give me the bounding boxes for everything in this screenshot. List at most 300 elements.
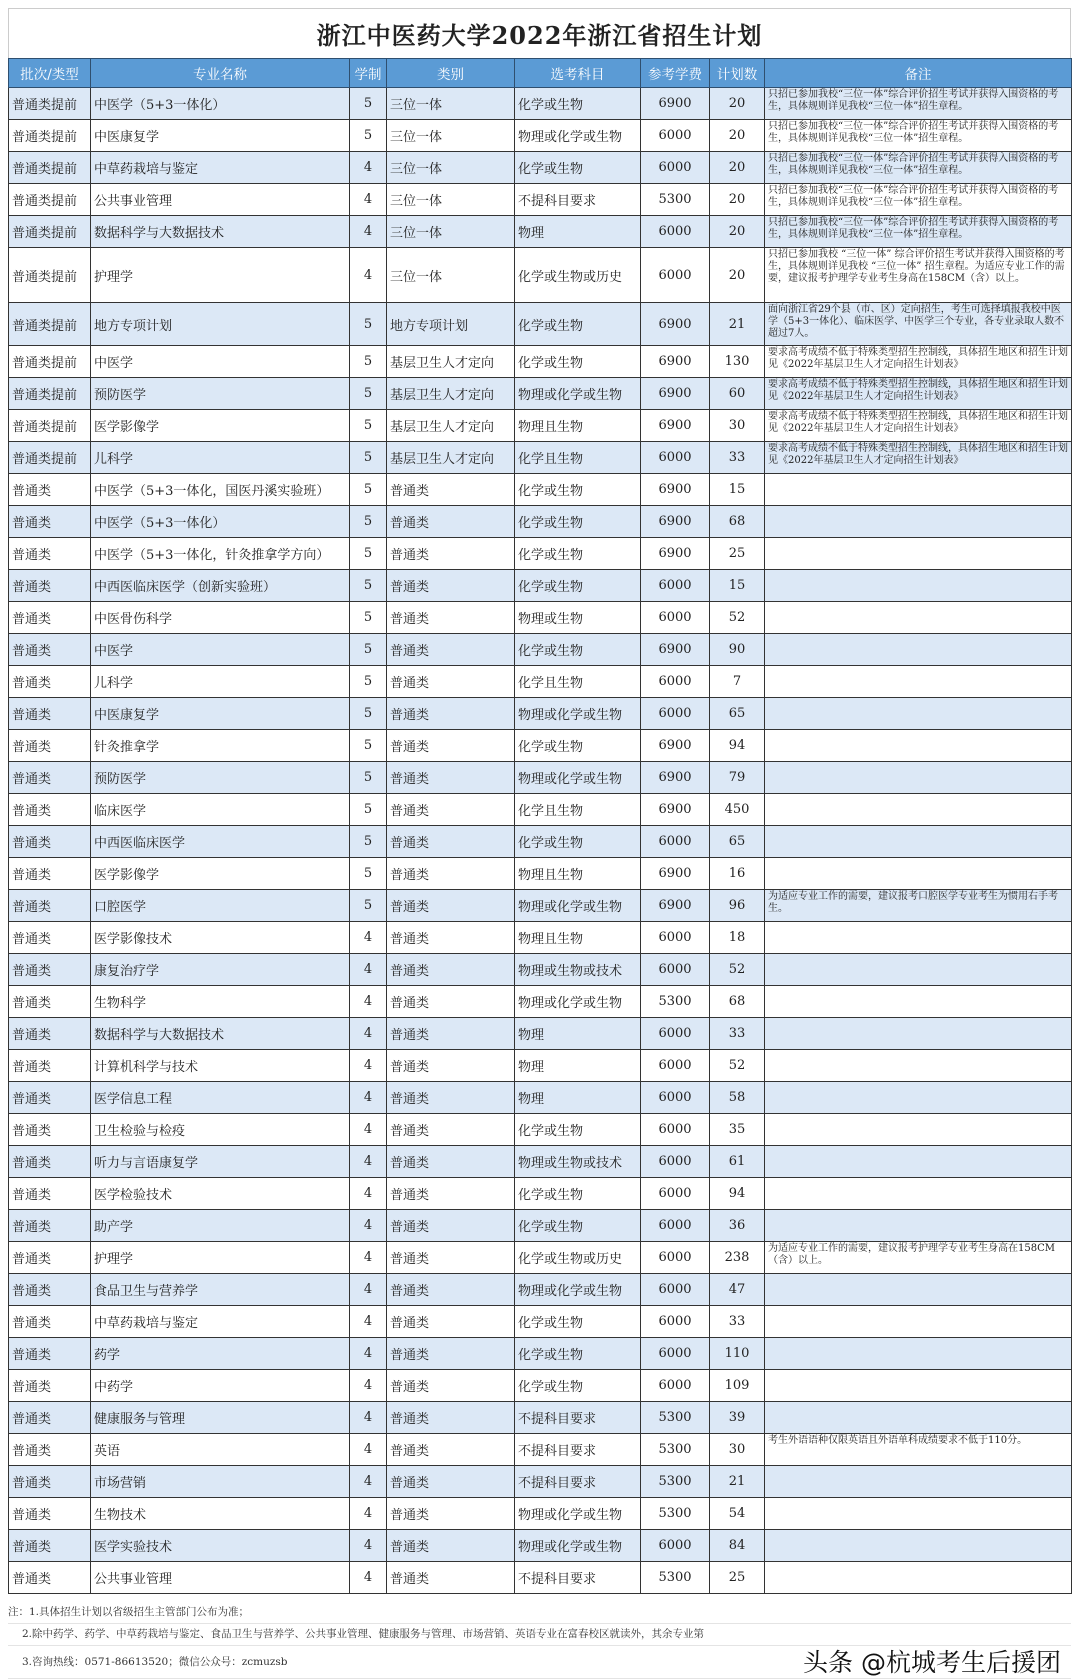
cell-years: 5 xyxy=(350,120,387,152)
cell-major: 口腔医学 xyxy=(91,890,350,922)
cell-quota: 68 xyxy=(710,506,765,538)
cell-category: 普通类 xyxy=(387,1274,515,1306)
cell-major: 中药学 xyxy=(91,1370,350,1402)
cell-quota: 94 xyxy=(710,730,765,762)
cell-major: 计算机科学与技术 xyxy=(91,1050,350,1082)
cell-category: 三位一体 xyxy=(387,248,515,303)
cell-major: 医学实验技术 xyxy=(91,1530,350,1562)
cell-tuition: 6900 xyxy=(641,88,710,120)
cell-quota: 21 xyxy=(710,1466,765,1498)
cell-batch: 普通类 xyxy=(9,1530,91,1562)
cell-quota: 30 xyxy=(710,410,765,442)
cell-batch: 普通类提前 xyxy=(9,303,91,346)
footnote-1: 注：1.具体招生计划以省级招生主管部门公布为准； xyxy=(8,1602,1071,1624)
table-row xyxy=(9,1338,1072,1370)
cell-tuition: 6000 xyxy=(641,1146,710,1178)
cell-tuition: 6900 xyxy=(641,762,710,794)
cell-subjects: 物理或化学或生物 xyxy=(515,120,641,152)
cell-tuition: 5300 xyxy=(641,986,710,1018)
cell-major: 预防医学 xyxy=(91,762,350,794)
cell-tuition: 6000 xyxy=(641,1274,710,1306)
cell-years: 5 xyxy=(350,602,387,634)
cell-years: 4 xyxy=(350,1498,387,1530)
table-row xyxy=(9,1370,1072,1402)
cell-category: 地方专项计划 xyxy=(387,303,515,346)
cell-category: 普通类 xyxy=(387,570,515,602)
footnote-3-line xyxy=(8,1646,1071,1679)
table-row xyxy=(9,1018,1072,1050)
cell-subjects: 物理 xyxy=(515,1082,641,1114)
cell-remarks xyxy=(765,1530,1072,1562)
column-header-quota: 计划数 xyxy=(710,59,765,88)
cell-remarks: 为适应专业工作的需要，建议报考口腔医学专业考生为惯用右手考生。 xyxy=(765,890,1072,922)
cell-batch: 普通类 xyxy=(9,634,91,666)
cell-subjects: 化学或生物 xyxy=(515,506,641,538)
table-row xyxy=(9,1114,1072,1146)
cell-batch: 普通类 xyxy=(9,954,91,986)
cell-subjects: 物理或化学或生物 xyxy=(515,1274,641,1306)
cell-subjects: 物理或化学或生物 xyxy=(515,986,641,1018)
cell-remarks xyxy=(765,1146,1072,1178)
cell-batch: 普通类 xyxy=(9,922,91,954)
table-row xyxy=(9,730,1072,762)
cell-subjects: 物理或化学或生物 xyxy=(515,378,641,410)
cell-major: 医学检验技术 xyxy=(91,1178,350,1210)
cell-years: 5 xyxy=(350,442,387,474)
cell-batch: 普通类 xyxy=(9,762,91,794)
cell-subjects: 物理或生物或技术 xyxy=(515,954,641,986)
cell-major: 中医学（5+3一体化） xyxy=(91,506,350,538)
cell-tuition: 6000 xyxy=(641,666,710,698)
cell-batch: 普通类 xyxy=(9,1402,91,1434)
cell-batch: 普通类 xyxy=(9,1466,91,1498)
cell-remarks xyxy=(765,634,1072,666)
cell-batch: 普通类 xyxy=(9,1562,91,1594)
table-row xyxy=(9,826,1072,858)
cell-remarks xyxy=(765,730,1072,762)
table-row xyxy=(9,1402,1072,1434)
cell-remarks xyxy=(765,698,1072,730)
cell-subjects: 物理或化学或生物 xyxy=(515,698,641,730)
cell-subjects: 化学或生物 xyxy=(515,538,641,570)
cell-major: 中医学 xyxy=(91,634,350,666)
cell-tuition: 6000 xyxy=(641,1082,710,1114)
cell-batch: 普通类 xyxy=(9,1434,91,1466)
footnote-2: 2.除中药学、药学、中草药栽培与鉴定、食品卫生与营养学、公共事业管理、健康服务与管理、市场营销、英语专业在富春校区就读外，其余专业第 xyxy=(8,1624,1071,1646)
table-row xyxy=(9,1082,1072,1114)
cell-major: 英语 xyxy=(91,1434,350,1466)
cell-batch: 普通类 xyxy=(9,1018,91,1050)
cell-subjects: 化学且生物 xyxy=(515,666,641,698)
cell-quota: 36 xyxy=(710,1210,765,1242)
table-row xyxy=(9,1242,1072,1274)
table-row xyxy=(9,120,1072,152)
cell-major: 中医骨伤科学 xyxy=(91,602,350,634)
cell-batch: 普通类提前 xyxy=(9,184,91,216)
cell-subjects: 物理或化学或生物 xyxy=(515,1530,641,1562)
cell-subjects: 化学或生物 xyxy=(515,346,641,378)
cell-years: 5 xyxy=(350,634,387,666)
cell-years: 5 xyxy=(350,506,387,538)
cell-subjects: 物理或化学或生物 xyxy=(515,1498,641,1530)
cell-batch: 普通类 xyxy=(9,538,91,570)
cell-years: 4 xyxy=(350,1082,387,1114)
cell-tuition: 5300 xyxy=(641,1562,710,1594)
table-row xyxy=(9,1498,1072,1530)
cell-quota: 30 xyxy=(710,1434,765,1466)
table-row xyxy=(9,570,1072,602)
cell-category: 普通类 xyxy=(387,890,515,922)
cell-quota: 52 xyxy=(710,602,765,634)
cell-batch: 普通类 xyxy=(9,826,91,858)
cell-quota: 25 xyxy=(710,538,765,570)
cell-category: 普通类 xyxy=(387,538,515,570)
cell-years: 5 xyxy=(350,762,387,794)
cell-subjects: 化学或生物 xyxy=(515,88,641,120)
cell-tuition: 6900 xyxy=(641,474,710,506)
cell-batch: 普通类 xyxy=(9,1210,91,1242)
cell-quota: 15 xyxy=(710,570,765,602)
table-row xyxy=(9,1146,1072,1178)
cell-remarks: 只招已参加我校“三位一体”综合评价招生考试并获得入围资格的考生，具体规则详见我校“三位一体”招生章程。 xyxy=(765,88,1072,120)
cell-subjects: 不提科目要求 xyxy=(515,1562,641,1594)
cell-years: 5 xyxy=(350,570,387,602)
table-row xyxy=(9,303,1072,346)
cell-remarks xyxy=(765,858,1072,890)
cell-quota: 33 xyxy=(710,1306,765,1338)
cell-major: 助产学 xyxy=(91,1210,350,1242)
cell-category: 普通类 xyxy=(387,1370,515,1402)
cell-years: 4 xyxy=(350,1338,387,1370)
cell-years: 4 xyxy=(350,1306,387,1338)
cell-remarks xyxy=(765,602,1072,634)
cell-major: 健康服务与管理 xyxy=(91,1402,350,1434)
cell-major: 儿科学 xyxy=(91,666,350,698)
cell-remarks xyxy=(765,1082,1072,1114)
cell-remarks xyxy=(765,1178,1072,1210)
cell-remarks: 为适应专业工作的需要，建议报考护理学专业考生身高在158CM（含）以上。 xyxy=(765,1242,1072,1274)
cell-tuition: 6000 xyxy=(641,120,710,152)
cell-years: 4 xyxy=(350,152,387,184)
table-row xyxy=(9,922,1072,954)
cell-quota: 18 xyxy=(710,922,765,954)
cell-batch: 普通类 xyxy=(9,1146,91,1178)
table-row xyxy=(9,152,1072,184)
table-row xyxy=(9,1562,1072,1594)
cell-batch: 普通类 xyxy=(9,666,91,698)
cell-subjects: 物理且生物 xyxy=(515,410,641,442)
cell-quota: 58 xyxy=(710,1082,765,1114)
cell-major: 听力与言语康复学 xyxy=(91,1146,350,1178)
cell-years: 4 xyxy=(350,1530,387,1562)
cell-category: 普通类 xyxy=(387,794,515,826)
cell-category: 普通类 xyxy=(387,1562,515,1594)
cell-subjects: 物理 xyxy=(515,1018,641,1050)
cell-tuition: 6000 xyxy=(641,1338,710,1370)
cell-tuition: 6900 xyxy=(641,346,710,378)
table-row xyxy=(9,666,1072,698)
cell-category: 普通类 xyxy=(387,1146,515,1178)
cell-subjects: 物理或化学或生物 xyxy=(515,762,641,794)
cell-quota: 65 xyxy=(710,698,765,730)
cell-batch: 普通类 xyxy=(9,1082,91,1114)
cell-tuition: 6000 xyxy=(641,1530,710,1562)
cell-tuition: 6900 xyxy=(641,794,710,826)
cell-quota: 68 xyxy=(710,986,765,1018)
cell-years: 5 xyxy=(350,88,387,120)
cell-batch: 普通类 xyxy=(9,570,91,602)
cell-years: 5 xyxy=(350,858,387,890)
cell-quota: 96 xyxy=(710,890,765,922)
cell-quota: 25 xyxy=(710,1562,765,1594)
cell-subjects: 物理 xyxy=(515,1050,641,1082)
cell-quota: 39 xyxy=(710,1402,765,1434)
table-row xyxy=(9,954,1072,986)
cell-years: 5 xyxy=(350,378,387,410)
cell-subjects: 化学或生物 xyxy=(515,1338,641,1370)
cell-major: 地方专项计划 xyxy=(91,303,350,346)
cell-years: 4 xyxy=(350,1562,387,1594)
cell-remarks xyxy=(765,1466,1072,1498)
cell-remarks xyxy=(765,1018,1072,1050)
cell-subjects: 不提科目要求 xyxy=(515,184,641,216)
cell-category: 普通类 xyxy=(387,986,515,1018)
cell-major: 儿科学 xyxy=(91,442,350,474)
cell-tuition: 5300 xyxy=(641,1466,710,1498)
cell-years: 5 xyxy=(350,410,387,442)
cell-category: 普通类 xyxy=(387,1210,515,1242)
table-row xyxy=(9,378,1072,410)
cell-major: 中草药栽培与鉴定 xyxy=(91,1306,350,1338)
column-header-years: 学制 xyxy=(350,59,387,88)
cell-quota: 109 xyxy=(710,1370,765,1402)
column-header-remarks: 备注 xyxy=(765,59,1072,88)
cell-subjects: 物理或生物 xyxy=(515,602,641,634)
page-title: 浙江中医药大学2022年浙江省招生计划 xyxy=(8,8,1071,58)
cell-batch: 普通类 xyxy=(9,1114,91,1146)
cell-years: 4 xyxy=(350,1178,387,1210)
cell-batch: 普通类 xyxy=(9,1306,91,1338)
cell-major: 生物技术 xyxy=(91,1498,350,1530)
cell-quota: 20 xyxy=(710,184,765,216)
cell-category: 普通类 xyxy=(387,474,515,506)
cell-tuition: 6900 xyxy=(641,890,710,922)
cell-quota: 35 xyxy=(710,1114,765,1146)
cell-years: 5 xyxy=(350,538,387,570)
cell-quota: 20 xyxy=(710,248,765,303)
cell-major: 中医学（5+3一体化，国医丹溪实验班） xyxy=(91,474,350,506)
cell-years: 5 xyxy=(350,303,387,346)
cell-category: 普通类 xyxy=(387,698,515,730)
cell-subjects: 不提科目要求 xyxy=(515,1402,641,1434)
table-row xyxy=(9,216,1072,248)
cell-category: 三位一体 xyxy=(387,184,515,216)
cell-quota: 20 xyxy=(710,152,765,184)
table-row xyxy=(9,88,1072,120)
cell-subjects: 物理 xyxy=(515,216,641,248)
cell-category: 普通类 xyxy=(387,666,515,698)
cell-tuition: 6900 xyxy=(641,303,710,346)
cell-tuition: 6000 xyxy=(641,954,710,986)
cell-years: 5 xyxy=(350,698,387,730)
cell-major: 医学信息工程 xyxy=(91,1082,350,1114)
cell-tuition: 6900 xyxy=(641,730,710,762)
cell-remarks: 要求高考成绩不低于特殊类型招生控制线，具体招生地区和招生计划见《2022年基层卫生人才定向招生计划表》 xyxy=(765,346,1072,378)
cell-tuition: 5300 xyxy=(641,1498,710,1530)
cell-subjects: 化学或生物 xyxy=(515,570,641,602)
cell-remarks xyxy=(765,538,1072,570)
table-row xyxy=(9,1274,1072,1306)
cell-tuition: 6000 xyxy=(641,1114,710,1146)
cell-major: 中西医临床医学（创新实验班） xyxy=(91,570,350,602)
cell-tuition: 6000 xyxy=(641,248,710,303)
table-row xyxy=(9,762,1072,794)
cell-batch: 普通类提前 xyxy=(9,216,91,248)
cell-category: 普通类 xyxy=(387,1466,515,1498)
cell-major: 中医学（5+3一体化） xyxy=(91,88,350,120)
cell-tuition: 6000 xyxy=(641,570,710,602)
table-row xyxy=(9,1050,1072,1082)
cell-years: 5 xyxy=(350,474,387,506)
cell-subjects: 化学或生物 xyxy=(515,1114,641,1146)
cell-quota: 33 xyxy=(710,1018,765,1050)
cell-subjects: 物理或化学或生物 xyxy=(515,890,641,922)
cell-years: 4 xyxy=(350,954,387,986)
cell-tuition: 6900 xyxy=(641,506,710,538)
column-header-subjects: 选考科目 xyxy=(515,59,641,88)
cell-remarks xyxy=(765,986,1072,1018)
cell-subjects: 不提科目要求 xyxy=(515,1466,641,1498)
cell-subjects: 化学或生物 xyxy=(515,730,641,762)
cell-subjects: 化学或生物 xyxy=(515,303,641,346)
cell-tuition: 5300 xyxy=(641,184,710,216)
table-row xyxy=(9,474,1072,506)
cell-category: 普通类 xyxy=(387,602,515,634)
cell-quota: 33 xyxy=(710,442,765,474)
cell-tuition: 6900 xyxy=(641,538,710,570)
cell-quota: 20 xyxy=(710,88,765,120)
table-row xyxy=(9,1434,1072,1466)
cell-category: 普通类 xyxy=(387,1530,515,1562)
column-header-category: 类别 xyxy=(387,59,515,88)
column-header-tuition: 参考学费 xyxy=(641,59,710,88)
cell-subjects: 化学或生物 xyxy=(515,634,641,666)
cell-tuition: 6000 xyxy=(641,1178,710,1210)
column-header-batch: 批次/类型 xyxy=(9,59,91,88)
cell-batch: 普通类 xyxy=(9,730,91,762)
cell-years: 4 xyxy=(350,216,387,248)
cell-remarks xyxy=(765,666,1072,698)
cell-quota: 15 xyxy=(710,474,765,506)
cell-subjects: 化学且生物 xyxy=(515,442,641,474)
cell-batch: 普通类提前 xyxy=(9,442,91,474)
table-row xyxy=(9,890,1072,922)
cell-subjects: 化学或生物 xyxy=(515,1210,641,1242)
cell-category: 三位一体 xyxy=(387,120,515,152)
cell-tuition: 6000 xyxy=(641,826,710,858)
cell-tuition: 6900 xyxy=(641,378,710,410)
table-row xyxy=(9,1306,1072,1338)
cell-tuition: 6000 xyxy=(641,1050,710,1082)
cell-category: 普通类 xyxy=(387,634,515,666)
cell-remarks xyxy=(765,506,1072,538)
cell-category: 三位一体 xyxy=(387,152,515,184)
cell-tuition: 6000 xyxy=(641,1242,710,1274)
cell-major: 中草药栽培与鉴定 xyxy=(91,152,350,184)
cell-remarks xyxy=(765,1338,1072,1370)
cell-batch: 普通类提前 xyxy=(9,120,91,152)
cell-remarks xyxy=(765,794,1072,826)
cell-batch: 普通类 xyxy=(9,1050,91,1082)
cell-major: 公共事业管理 xyxy=(91,184,350,216)
cell-major: 护理学 xyxy=(91,248,350,303)
table-row xyxy=(9,538,1072,570)
cell-major: 中医康复学 xyxy=(91,698,350,730)
cell-remarks xyxy=(765,1050,1072,1082)
cell-remarks xyxy=(765,826,1072,858)
cell-category: 普通类 xyxy=(387,1050,515,1082)
cell-batch: 普通类 xyxy=(9,986,91,1018)
cell-years: 4 xyxy=(350,184,387,216)
cell-major: 护理学 xyxy=(91,1242,350,1274)
cell-years: 5 xyxy=(350,346,387,378)
cell-subjects: 物理且生物 xyxy=(515,922,641,954)
cell-years: 4 xyxy=(350,1242,387,1274)
cell-years: 5 xyxy=(350,730,387,762)
cell-tuition: 6000 xyxy=(641,922,710,954)
cell-category: 普通类 xyxy=(387,954,515,986)
cell-batch: 普通类 xyxy=(9,1498,91,1530)
table-row xyxy=(9,346,1072,378)
cell-subjects: 化学或生物 xyxy=(515,1178,641,1210)
cell-subjects: 化学且生物 xyxy=(515,794,641,826)
cell-quota: 47 xyxy=(710,1274,765,1306)
cell-remarks xyxy=(765,1402,1072,1434)
cell-batch: 普通类 xyxy=(9,1274,91,1306)
cell-tuition: 6000 xyxy=(641,216,710,248)
cell-remarks xyxy=(765,1562,1072,1594)
cell-years: 5 xyxy=(350,826,387,858)
cell-quota: 238 xyxy=(710,1242,765,1274)
cell-batch: 普通类提前 xyxy=(9,378,91,410)
cell-major: 康复治疗学 xyxy=(91,954,350,986)
cell-remarks xyxy=(765,922,1072,954)
table-row xyxy=(9,1530,1072,1562)
cell-batch: 普通类提前 xyxy=(9,152,91,184)
cell-category: 普通类 xyxy=(387,730,515,762)
cell-quota: 90 xyxy=(710,634,765,666)
cell-years: 4 xyxy=(350,1274,387,1306)
cell-quota: 52 xyxy=(710,1050,765,1082)
cell-tuition: 6000 xyxy=(641,152,710,184)
cell-tuition: 6000 xyxy=(641,698,710,730)
cell-years: 4 xyxy=(350,1370,387,1402)
brand-watermark: 头条 @杭城考生后援团 xyxy=(803,1647,1061,1677)
table-row xyxy=(9,1210,1072,1242)
cell-years: 4 xyxy=(350,986,387,1018)
table-row xyxy=(9,442,1072,474)
cell-major: 中医学（5+3一体化，针灸推拿学方向） xyxy=(91,538,350,570)
cell-major: 食品卫生与营养学 xyxy=(91,1274,350,1306)
cell-remarks xyxy=(765,1210,1072,1242)
cell-subjects: 化学或生物 xyxy=(515,474,641,506)
cell-years: 5 xyxy=(350,794,387,826)
cell-tuition: 6000 xyxy=(641,1370,710,1402)
cell-major: 中医学 xyxy=(91,346,350,378)
cell-remarks: 面向浙江省29个县（市、区）定向招生，考生可选择填报我校中医学（5+3一体化）、临床医学、中医学三个专业，各专业录取人数不超过7人。 xyxy=(765,303,1072,346)
cell-category: 普通类 xyxy=(387,1178,515,1210)
cell-category: 基层卫生人才定向 xyxy=(387,442,515,474)
